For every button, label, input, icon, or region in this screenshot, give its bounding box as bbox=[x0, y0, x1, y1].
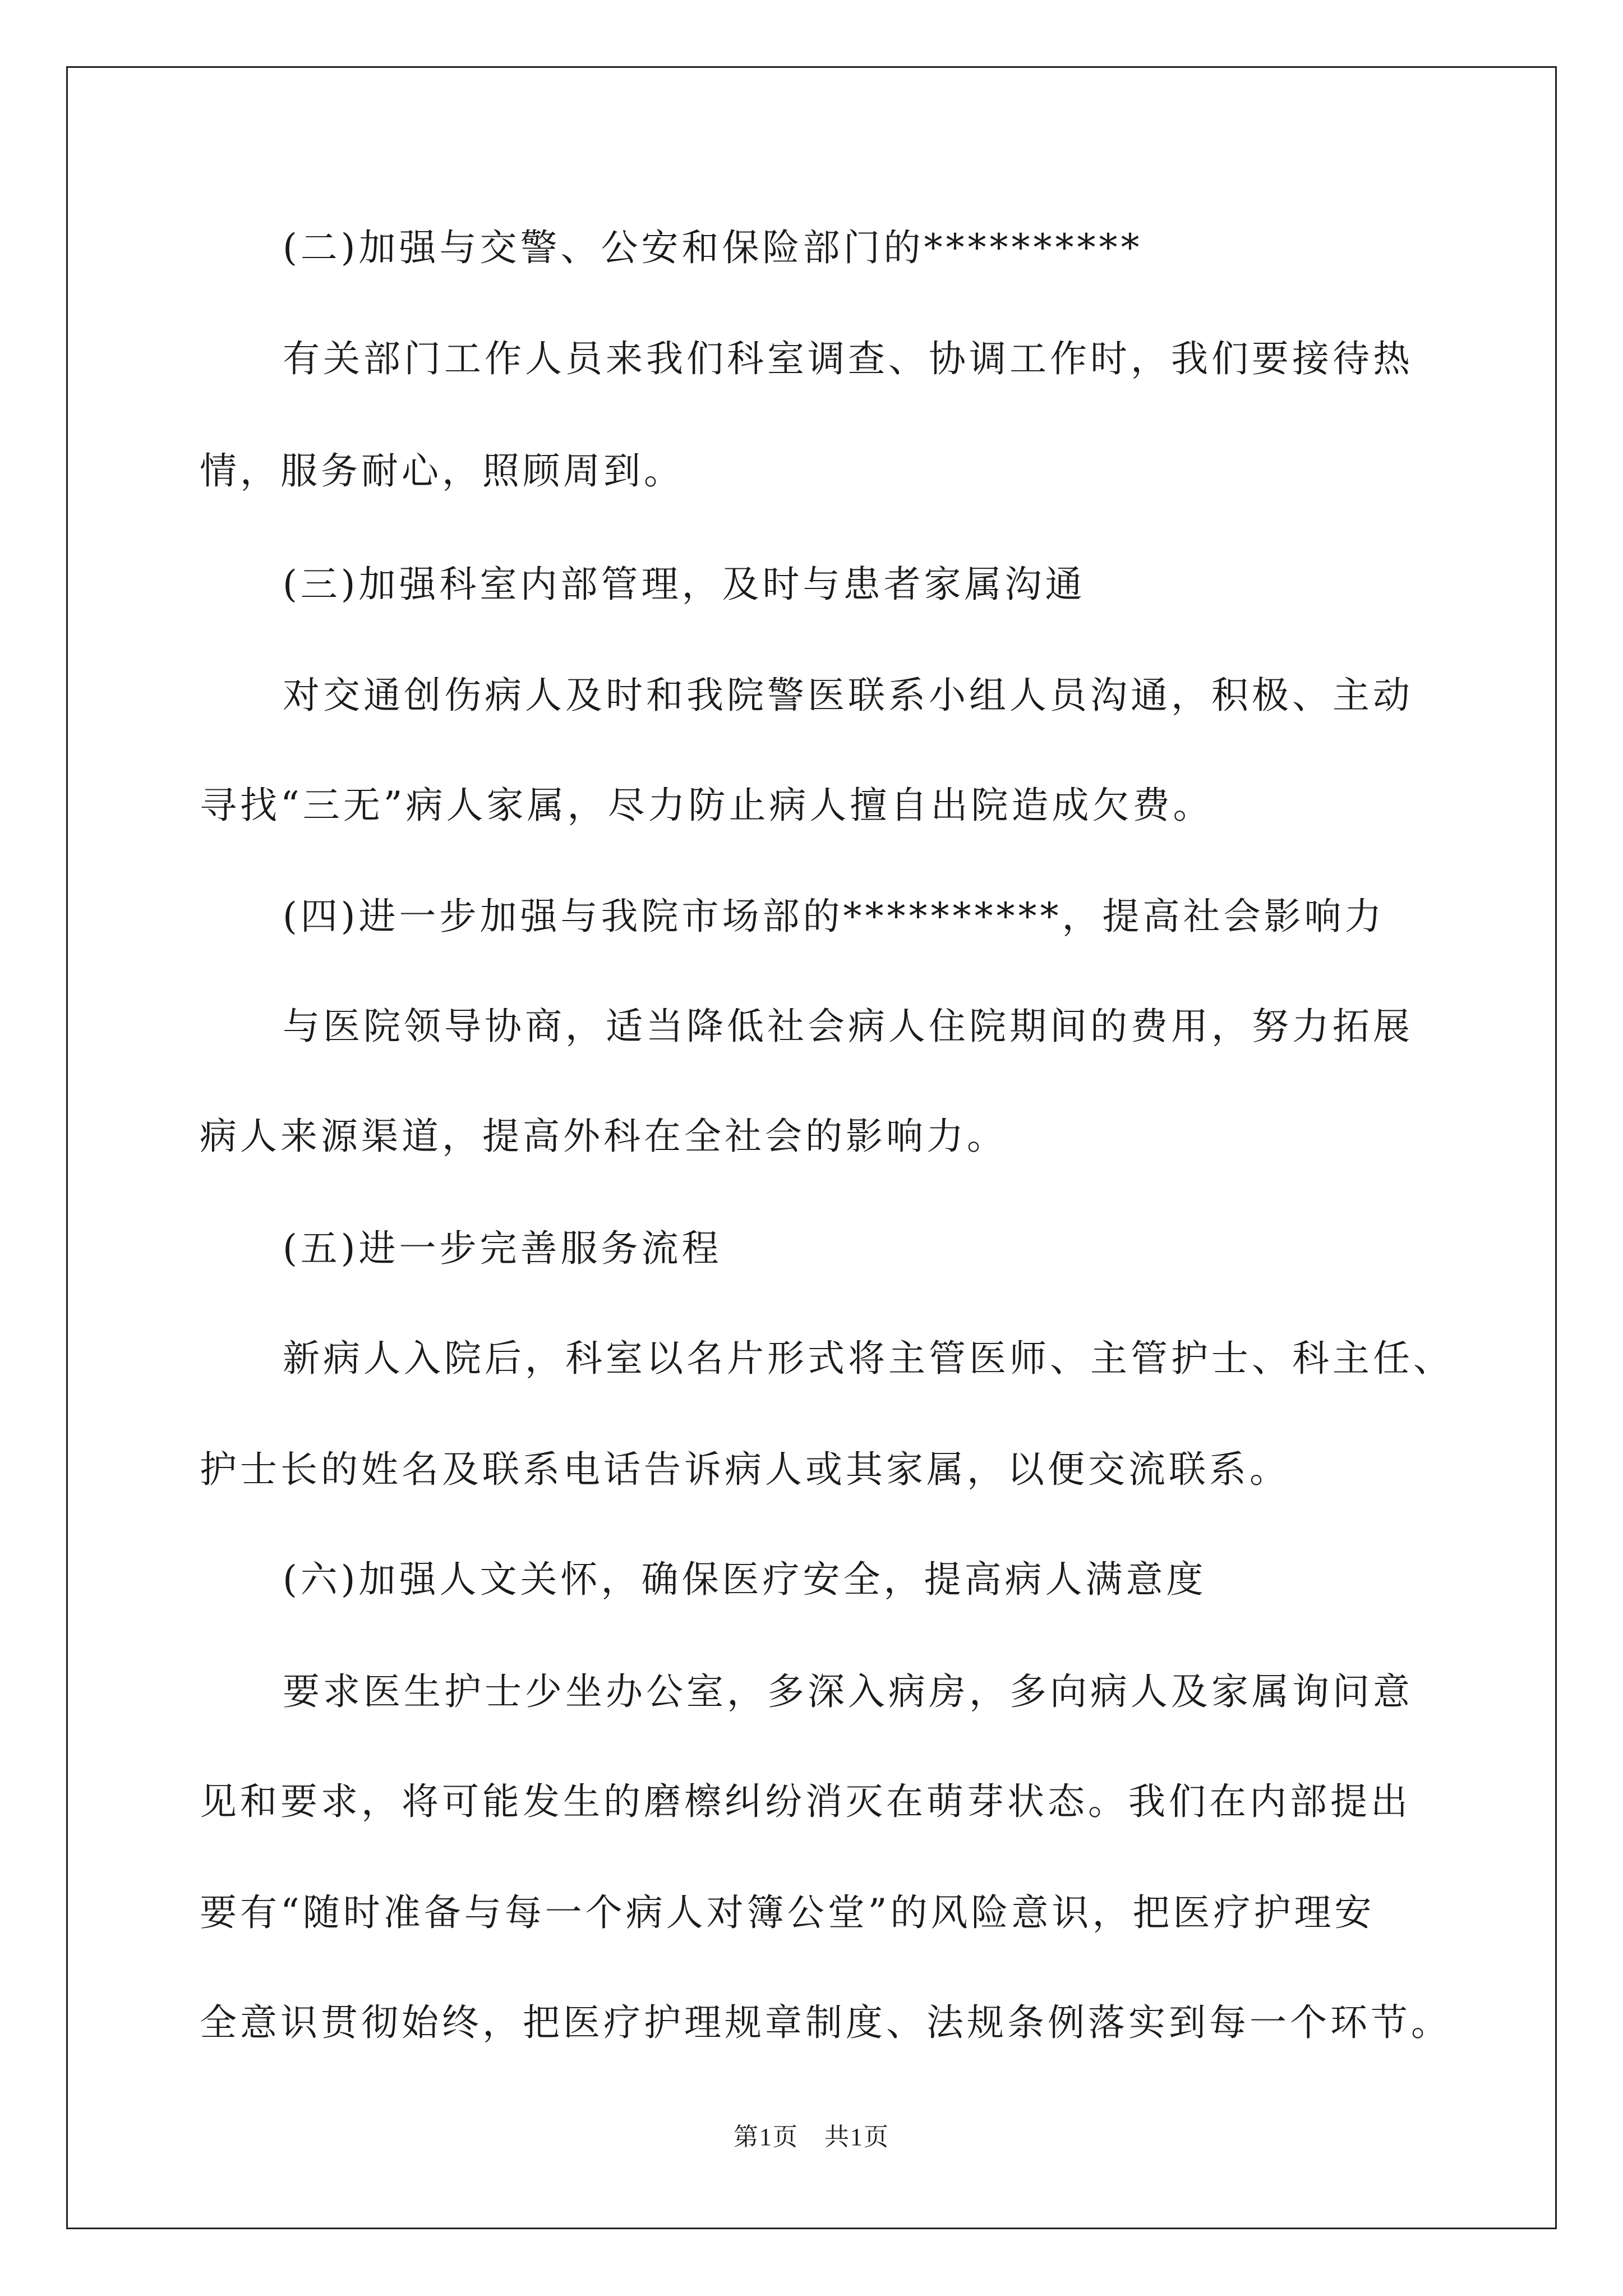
paragraph-line: 对交通创伤病人及时和我院警医联系小组人员沟通，积极、主动 bbox=[283, 674, 1413, 717]
heading-5: (五)进一步完善服务流程 bbox=[283, 1227, 722, 1270]
heading-4: (四)进一步加强与我院市场部的**********，提高社会影响力 bbox=[283, 895, 1385, 938]
paragraph-line: 见和要求，将可能发生的磨檫纠纷消灭在萌芽状态。我们在内部提出 bbox=[200, 1780, 1411, 1823]
paragraph-line: 要求医生护士少坐办公室，多深入病房，多向病人及家属询问意 bbox=[283, 1670, 1413, 1713]
paragraph-line: 新病人入院后，科室以名片形式将主管医师、主管护士、科主任、 bbox=[283, 1337, 1454, 1380]
heading-3: (三)加强科室内部管理，及时与患者家属沟通 bbox=[283, 563, 1086, 606]
heading-6: (六)加强人文关怀，确保医疗安全，提高病人满意度 bbox=[283, 1558, 1207, 1601]
paragraph-line: 寻找“三无”病人家属，尽力防止病人擅自出院造成欠费。 bbox=[200, 784, 1214, 827]
paragraph-line: 护士长的姓名及联系电话告诉病人或其家属，以便交流联系。 bbox=[200, 1448, 1290, 1491]
paragraph-line: 有关部门工作人员来我们科室调查、协调工作时，我们要接待热 bbox=[283, 337, 1413, 380]
paragraph-line: 与医院领导协商，适当降低社会病人住院期间的费用，努力拓展 bbox=[283, 1005, 1413, 1048]
heading-2: (二)加强与交警、公安和保险部门的********** bbox=[283, 226, 1143, 269]
paragraph-line: 要有“随时准备与每一个病人对簿公堂”的风险意识，把医疗护理安 bbox=[200, 1891, 1375, 1934]
paragraph-line: 情，服务耐心，照顾周到。 bbox=[200, 449, 684, 493]
paragraph-line: 病人来源渠道，提高外科在全社会的影响力。 bbox=[200, 1115, 1007, 1158]
paragraph-line: 全意识贯彻始终，把医疗护理规章制度、法规条例落实到每一个环节。 bbox=[200, 2001, 1451, 2044]
page-number: 第1页 共1页 bbox=[734, 2123, 889, 2151]
